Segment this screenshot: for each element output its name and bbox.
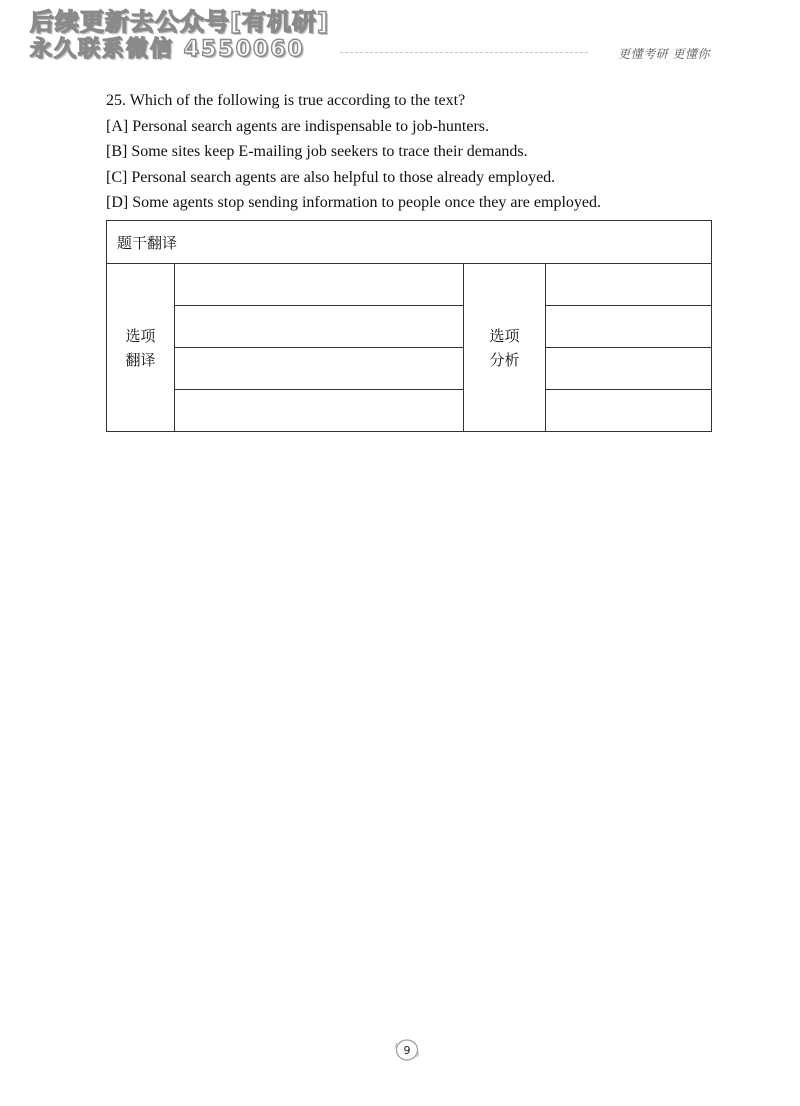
analysis-cell-c[interactable]	[546, 348, 712, 390]
option-analysis-label-line1: 选项	[489, 326, 520, 345]
translation-cell-b[interactable]	[175, 306, 464, 348]
page-number-badge	[393, 1038, 421, 1062]
watermark-line-2: 永久联系微信 4550060	[30, 37, 305, 62]
analysis-cell-a[interactable]	[546, 264, 712, 306]
option-c: [C] Personal search agents are also helpful to those already employed.	[106, 168, 556, 186]
option-translation-label	[107, 264, 175, 432]
translation-cell-d[interactable]	[175, 390, 464, 432]
option-translation-label-line1: 选项	[125, 326, 156, 345]
option-a: [A] Personal search agents are indispensable to job-hunters.	[106, 117, 489, 135]
stem-translation-row	[107, 221, 712, 264]
analysis-cell-b[interactable]	[546, 306, 712, 348]
option-d: [D] Some agents stop sending information to people once they are employed.	[106, 194, 601, 211]
table-row	[107, 348, 712, 390]
question-stem: 25. Which of the following is true according to the text?	[106, 92, 466, 109]
analysis-table	[106, 220, 712, 432]
watermark-line-1: 后续更新去公众号[有机研]	[30, 8, 329, 36]
header-divider	[340, 52, 588, 53]
watermark	[30, 8, 350, 64]
table-row	[107, 306, 712, 348]
option-b: [B] Some sites keep E-mailing job seekers to trace their demands.	[106, 143, 528, 160]
translation-cell-a[interactable]	[175, 264, 464, 306]
translation-cell-c[interactable]	[175, 348, 464, 390]
option-analysis-label-line2: 分析	[489, 350, 520, 369]
table-row	[107, 264, 712, 306]
analysis-cell-d[interactable]	[546, 390, 712, 432]
header-slogan: 更懂考研 更懂你	[618, 47, 710, 61]
stem-translation-label: 题干翻译	[107, 221, 712, 264]
option-analysis-label	[464, 264, 546, 432]
table-row	[107, 390, 712, 432]
question-block	[106, 88, 726, 216]
page-number: 9	[403, 1043, 411, 1057]
option-translation-label-line2: 翻译	[125, 350, 156, 369]
